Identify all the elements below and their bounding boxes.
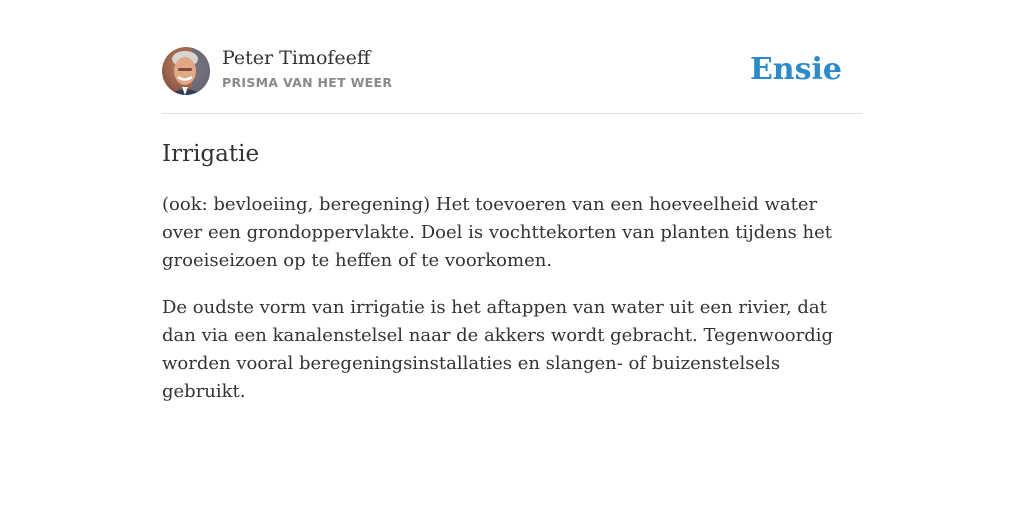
author-name[interactable]: Peter Timofeeff bbox=[222, 47, 371, 69]
entry-title: Irrigatie bbox=[162, 141, 260, 167]
entry-header bbox=[162, 0, 862, 114]
author-avatar[interactable] bbox=[162, 47, 210, 95]
brand-logo[interactable]: Ensie bbox=[749, 52, 842, 87]
author-photo bbox=[162, 47, 210, 95]
author-subtitle[interactable]: PRISMA VAN HET WEER bbox=[222, 75, 393, 90]
entry-card bbox=[162, 0, 862, 406]
entry-paragraph: (ook: bevloeiing, beregening) Het toevoeren van een hoeveelheid water over een grondoppervlakte. Doel is vochttekorten van planten tijdens het groeiseizoen op te heffen of te voorkomen. bbox=[162, 194, 832, 271]
entry-paragraph: De oudste vorm van irrigatie is het aftappen van water uit een rivier, dat dan via een kanalenstelsel naar de akkers wordt gebracht. Tegenwoordig worden vooral beregeningsinstallaties en slangen- of buizenstelsels gebruikt. bbox=[162, 297, 834, 402]
